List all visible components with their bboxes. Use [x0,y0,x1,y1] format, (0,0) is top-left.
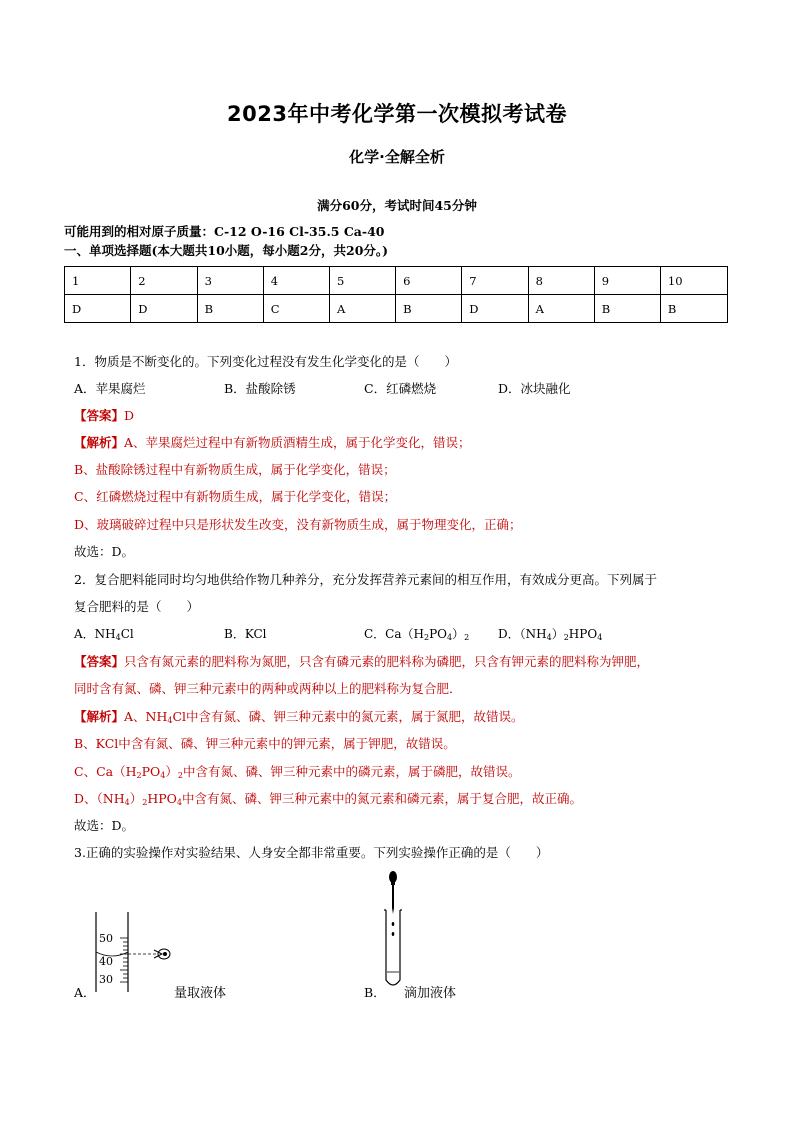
table-cell: A [528,295,594,323]
answer-table [64,266,728,323]
q1-analysis-c: C、红磷燃烧过程中有新物质生成，属于化学变化，错误； [74,489,397,504]
section-title: 一、单项选择题(本大题共10小题，每小题2分，共20分。) [64,243,389,258]
q1-analysis-a [74,433,471,451]
answer-value: D [124,408,135,423]
table-cell: D [65,295,131,323]
table-cell: 1 [65,267,131,295]
table-cell: B [197,295,263,323]
q2-answer [74,652,649,670]
q1-analysis-b: B、盐酸除锈过程中有新物质生成，属于化学变化，错误； [74,462,396,477]
q2-analysis-c: C、$Ca(H_2PO_4)_2$中含有氮、磷、钾三种元素中的磷元素，属于磷肥，故错误。 [74,764,521,780]
page-title: 2023年中考化学第一次模拟考试卷 [227,102,567,126]
q2-option-c: C．$Ca(H_2PO_4)_2$ [364,627,470,642]
table-cell: 10 [660,267,727,295]
q3-stem: 3.正确的实验操作对实验结果、人身安全都非常重要。下列实验操作正确的是（ ） [74,845,549,860]
q1-analysis-d: D、玻璃破碎过程中只是形状发生改变，没有新物质生成，属于物理变化，正确； [74,517,522,532]
table-cell: B [660,295,727,323]
cylinder-tick-40: 40 [99,955,113,968]
table-cell: 2 [131,267,197,295]
q3-option-a-letter: A． [74,985,96,1000]
table-cell: D [131,295,197,323]
answer-table-number-row [65,267,728,295]
q1-conclusion: 故选：D。 [74,544,135,559]
table-cell: 5 [329,267,395,295]
q1-stem: 1．物质是不断变化的。下列变化过程没有发生化学变化的是（ ） [74,354,457,369]
q2-analysis-a: 【解析】A、$NH_4Cl$中含有氮、磷、钾三种元素中的氮元素，属于氮肥，故错误。 [74,709,524,725]
table-cell: 4 [263,267,329,295]
table-cell: D [462,295,528,323]
page-subtitle: 化学·全解全析 [349,148,445,166]
table-cell: 8 [528,267,594,295]
score-info: 满分60分，考试时间45分钟 [317,198,477,213]
atomic-mass-info: 可能用到的相对原子质量：C-12 O-16 Cl-35.5 Ca-40 [64,224,385,239]
q2-stem-line1: 2．复合肥料能同时均匀地供给作物几种养分，充分发挥营养元素间的相互作用，有效成分更高。下列属于 [74,572,657,587]
analysis-text: A、苹果腐烂过程中有新物质酒精生成，属于化学变化，错误； [124,435,471,450]
q2-stem-line2: 复合肥料的是（ ） [74,599,200,614]
q2-option-a: A．$NH_4Cl$ [74,627,134,642]
table-cell: C [263,295,329,323]
table-cell: 3 [197,267,263,295]
table-cell: 7 [462,267,528,295]
table-cell: 6 [396,267,462,295]
dropper-test-tube-figure [378,868,408,992]
q3-option-b-letter: B． [364,985,386,1000]
cylinder-tick-50: 50 [99,932,113,945]
table-cell: 9 [594,267,660,295]
analysis-tag: 【解析】 [74,709,125,724]
q2-analysis-d: D、$(NH_4)_2HPO_4$中含有氮、磷、钾三种元素中的氮元素和磷元素，属于复合肥，故正确。 [74,791,582,807]
q3-option-a-caption: 量取液体 [174,986,227,1001]
cylinder-tick-30: 30 [99,973,113,986]
q2-analysis-b: B、KCl中含有氮、磷、钾三种元素中的钾元素，属于钾肥，故错误。 [74,736,456,751]
q3-option-b-caption: 滴加液体 [404,986,457,1001]
table-cell: B [396,295,462,323]
table-cell: A [329,295,395,323]
answer-tag: 【答案】 [74,654,125,669]
q1-answer [74,406,134,424]
q1-option-b: B．盐酸除锈 [224,381,296,396]
q2-option-d: D．$(NH_4)_2HPO_4$ [498,627,603,642]
q1-option-c: C．红磷燃烧 [364,381,437,396]
analysis-tag: 【解析】 [74,435,125,450]
q2-answer-line2: 同时含有氮、磷、钾三种元素中的两种或两种以上的肥料称为复合肥． [74,681,462,696]
answer-table-answer-row [65,295,728,323]
q2-option-b: B．KCl [224,627,267,641]
answer-text: 只含有氮元素的肥料称为氮肥，只含有磷元素的肥料称为磷肥，只含有钾元素的肥料称为钾肥， [124,654,650,669]
answer-tag: 【答案】 [74,408,125,423]
q1-option-d: D．冰块融化 [498,381,571,396]
table-cell: B [594,295,660,323]
q2-conclusion: 故选：D。 [74,818,135,833]
q1-option-a: A．苹果腐烂 [74,381,146,396]
